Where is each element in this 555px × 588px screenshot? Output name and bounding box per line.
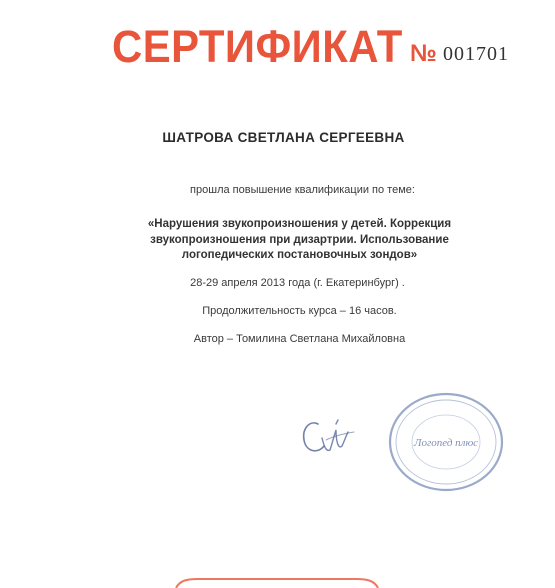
bottom-decor-arc (174, 576, 380, 588)
course-duration: Продолжительность курса – 16 часов. (202, 305, 397, 317)
course-topic-line-1: «Нарушения звукопроизношения у детей. Коррекция (147, 218, 452, 230)
course-dates: 28-29 апреля 2013 года (г. Екатеринбург) . (190, 277, 405, 289)
seal-stamp-icon (380, 386, 510, 496)
certificate-number-sign: № (410, 40, 437, 67)
course-topic-line-2: звукопроизношения при дизартрии. Использование (150, 234, 449, 246)
certificate-header (0, 18, 555, 82)
course-topic-line-3: логопедических постановочных зондов» (181, 249, 418, 261)
certificate-title: СЕРТИФИКАТ (112, 21, 403, 72)
recipient-name: ШАТРОВА СВЕТЛАНА СЕРГЕЕВНА (162, 130, 405, 145)
signature-icon (296, 410, 358, 464)
stamp-text: Логопед плюс (414, 437, 478, 449)
course-author: Автор – Томилина Светлана Михайловна (193, 333, 406, 345)
certificate-number: 001701 (443, 43, 509, 65)
qualification-intro: прошла повышение квалификации по теме: (190, 184, 415, 196)
